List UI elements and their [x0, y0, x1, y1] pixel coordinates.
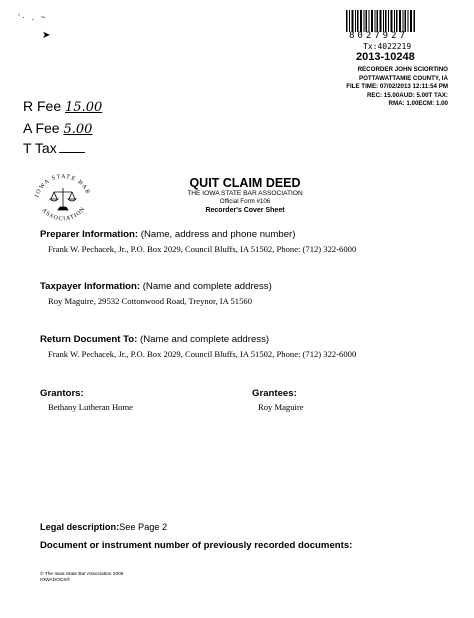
bar-association-seal	[30, 172, 96, 226]
r-fee-label: R Fee	[23, 98, 62, 114]
taxpayer-label: Taxpayer Information:	[40, 281, 141, 292]
cover-sheet-title: Recorder's Cover Sheet	[205, 207, 285, 214]
grantees-value: Roy Maguire	[258, 402, 304, 412]
recorder-line: POTTAWATTAMIE COUNTY, IA	[358, 74, 448, 82]
r-fee-value: 15.00	[65, 100, 103, 115]
a-fee-label: A Fee	[23, 120, 60, 136]
a-fee-value: 5.00	[63, 122, 93, 137]
a-fee	[23, 120, 92, 137]
association-name: THE IOWA STATE BAR ASSOCIATION	[187, 190, 303, 197]
taxpayer-hint: (Name and complete address)	[142, 281, 272, 292]
legal-description-label: Legal description:	[40, 522, 120, 532]
t-tax	[23, 140, 85, 156]
preparer-heading	[40, 229, 295, 240]
form-number: Official Form #106	[219, 198, 271, 205]
document-title: QUIT CLAIM DEED	[189, 176, 301, 190]
preparer-value: Frank W. Pechacek, Jr., P.O. Box 2029, Council Bluffs, IA 51502, Phone: (712) 322-6000	[48, 244, 357, 254]
legal-description-value: See Page 2	[119, 522, 168, 532]
preparer-hint: (Name, address and phone number)	[140, 229, 296, 240]
scan-marks: ‘· . ~	[18, 12, 48, 22]
t-tax-label: T Tax	[23, 140, 57, 156]
iowadocs-mark: IOWADOCS®	[40, 578, 71, 583]
barcode-number: 8027927	[349, 31, 408, 41]
scan-arrow-mark: ➤	[42, 30, 51, 41]
t-tax-blank	[59, 140, 85, 153]
return-to-value: Frank W. Pechacek, Jr., P.O. Box 2029, Council Bluffs, IA 51502, Phone: (712) 322-6000	[48, 349, 357, 359]
taxpayer-value: Roy Maguire, 29532 Cottonwood Road, Treynor, IA 51560	[48, 296, 252, 306]
recorder-line: REC: 15.00AUD: 5.00T TAX:	[366, 91, 448, 99]
recorder-line: FILE TIME: 07/02/2013 12:11:54 PM	[346, 83, 448, 90]
document-number: 2013-10248	[356, 51, 415, 63]
grantors-label: Grantors:	[40, 388, 84, 399]
r-fee	[23, 98, 102, 115]
grantees-label: Grantees:	[252, 388, 297, 399]
prior-documents-label: Document or instrument number of previously recorded documents:	[40, 540, 353, 551]
return-to-heading	[40, 334, 269, 345]
copyright-footer	[40, 572, 123, 584]
transaction-number: Tx:4022219	[363, 42, 412, 51]
return-to-hint: (Name and complete address)	[140, 334, 270, 345]
copyright-text: © The Iowa State Bar Association 2005	[40, 572, 124, 577]
seal-bottom-text: ASSOCIATION	[40, 205, 87, 223]
recorder-line: RECORDER JOHN SCIORTINO	[357, 66, 448, 73]
seal-top-text: IOWA STATE BAR	[34, 173, 91, 199]
preparer-label: Preparer Information:	[40, 229, 139, 240]
recorder-stamp	[300, 66, 448, 109]
return-to-label: Return Document To:	[40, 334, 138, 345]
document-header	[150, 176, 340, 215]
grantors-value: Bethany Lutheran Home	[48, 402, 133, 412]
legal-description	[40, 522, 167, 532]
taxpayer-heading	[40, 281, 272, 292]
recorder-line: RMA: 1.00ECM: 1.00	[388, 100, 448, 107]
barcode	[346, 10, 416, 32]
scales-of-justice-icon	[50, 188, 76, 210]
